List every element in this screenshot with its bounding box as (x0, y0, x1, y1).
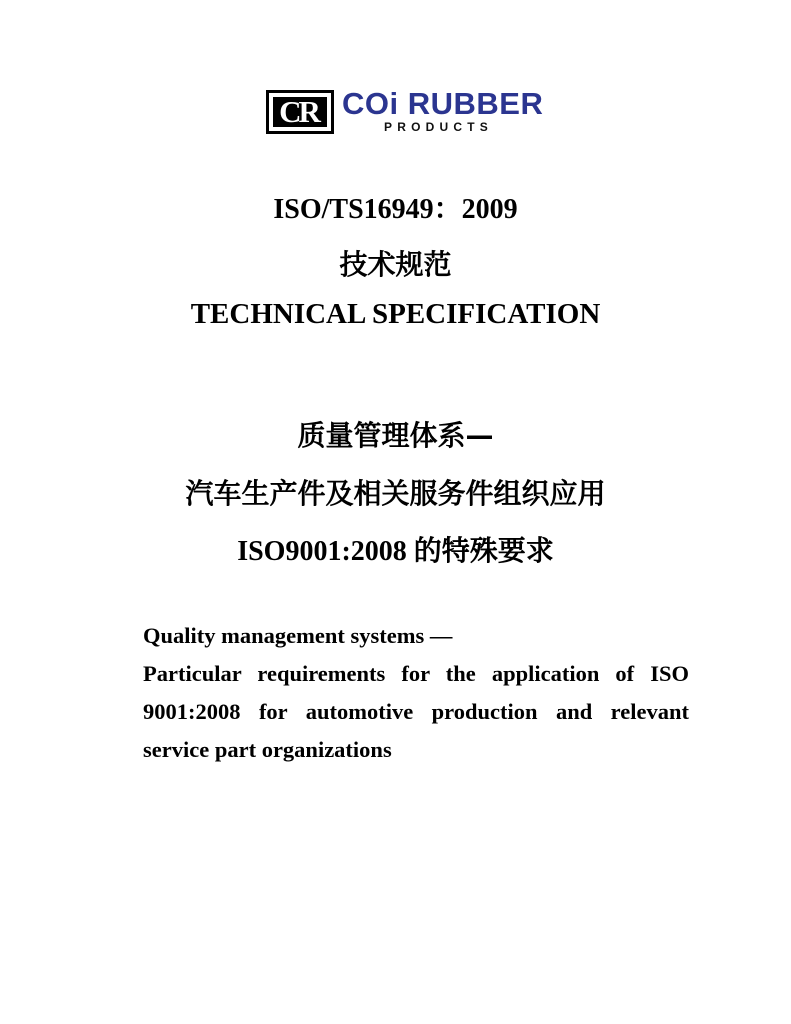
title-chinese: 技术规范 (339, 248, 452, 281)
company-logo (266, 86, 566, 136)
title-english: TECHNICAL SPECIFICATION (190, 298, 601, 330)
standard-number: ISO/TS16949：2009 (273, 194, 518, 225)
subtitle-chinese-line-3-prefix: ISO9001:2008 (237, 536, 414, 567)
logo-company-name: COi RUBBER (342, 86, 544, 121)
subtitle-chinese-line-3 (0, 532, 791, 571)
subtitle-english-line-1: Quality management systems — (143, 623, 453, 648)
subtitle-english-body: Particular requirements for the application of ISO 9001:2008 for automotive production and relevant service part organizations (143, 661, 689, 762)
subtitle-chinese-line-3-suffix: 的特殊要求 (413, 534, 554, 567)
subtitle-chinese-line-1: 质量管理体系— (297, 419, 494, 452)
logo-mark (266, 90, 334, 134)
logo-mark-text: CR (273, 97, 327, 127)
logo-company-subtitle: PRODUCTS (384, 120, 493, 134)
subtitle-chinese-line-2: 汽车生产件及相关服务件组织应用 (185, 477, 606, 510)
